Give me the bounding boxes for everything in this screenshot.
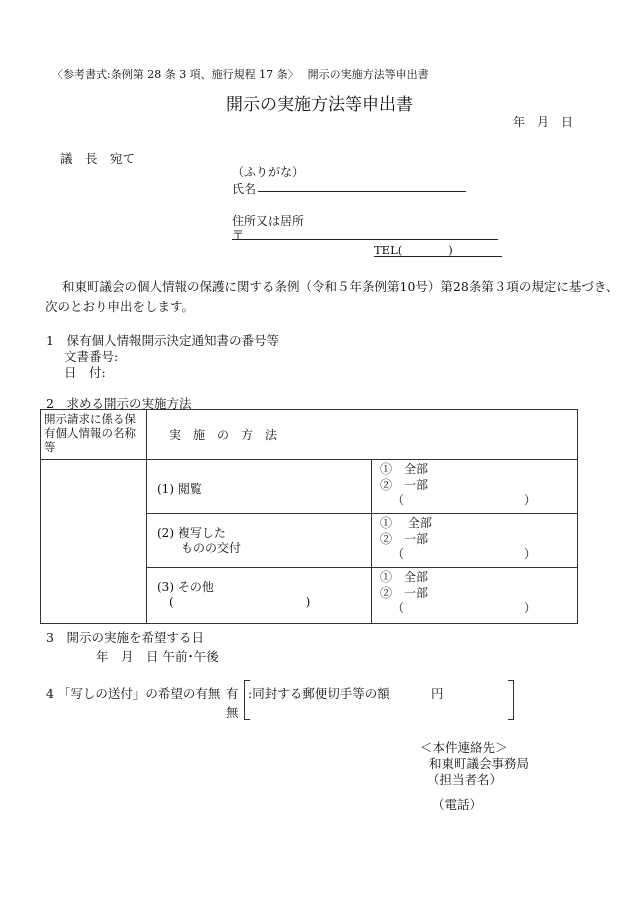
intro-line-1: 和東町議会の個人情報の保護に関する条例（令和５年条例第10号）第28条第３項の規定に基づき、 — [62, 279, 619, 294]
table-header-row — [41, 410, 578, 460]
option-partial[interactable]: ② 一部 — [380, 531, 429, 546]
address-label: 住所又は居所 — [232, 214, 305, 228]
section1-heading: 1 保有個人情報開示決定通知書の番号等 — [46, 333, 279, 348]
address-field-line[interactable] — [232, 239, 498, 240]
col-header-method: 実 施 の 方 法 — [147, 410, 578, 460]
date-line: 年 月 日 — [513, 115, 574, 129]
option-cell-other — [372, 568, 578, 624]
method-cell-other — [147, 568, 372, 624]
option-all[interactable]: ① 全部 — [380, 516, 432, 530]
name-label: 氏名 — [232, 182, 257, 196]
method-cell-copy — [147, 514, 372, 568]
section3-heading: 3 開示の実施を希望する日 — [46, 630, 204, 645]
preferred-date-value[interactable]: 年 月 日 午前･午後 — [96, 649, 219, 664]
section4-heading: 4 「写しの送付」の希望の有無 — [46, 686, 221, 701]
option-detail-parens[interactable]: （ ） — [392, 547, 537, 561]
tel-label: TEL( ) — [374, 243, 453, 257]
method-cell-view — [147, 460, 372, 514]
method-sublabel[interactable]: ( ) — [157, 595, 311, 609]
info-name-cell[interactable] — [41, 460, 147, 624]
contact-person: （担当者名） — [427, 772, 503, 787]
stamp-amount-label: :同封する郵便切手等の額 — [248, 686, 390, 701]
option-detail-parens[interactable]: （ ） — [392, 493, 537, 507]
col-header-info-name: 開示請求に係る保有個人情報の名称等 — [41, 410, 147, 460]
document-title: 開示の実施方法等申出書 — [226, 95, 413, 115]
contact-office: 和東町議会事務局 — [429, 756, 530, 771]
intro-line-2: 次のとおり申出をします。 — [45, 299, 195, 314]
method-label: (3) その他 — [157, 580, 214, 594]
option-no[interactable]: 無 — [226, 705, 239, 720]
name-field-line[interactable] — [258, 191, 466, 192]
tel-field-line[interactable] — [374, 256, 502, 257]
option-detail-parens[interactable]: （ ） — [392, 601, 537, 615]
contact-label: ＜本件連絡先＞ — [420, 740, 508, 755]
reference-note: 〈参考書式:条例第 28 条 3 項、施行規程 17 条〉 開示の実施方法等申出書 — [52, 68, 429, 81]
option-yes[interactable]: 有 — [226, 686, 239, 701]
doc-number-label: 文書番号: — [64, 349, 119, 364]
furigana-label: （ふりがな） — [232, 165, 305, 179]
option-all[interactable]: ① 全部 — [380, 462, 429, 476]
addressee: 議 長 宛て — [60, 151, 136, 166]
option-partial[interactable]: ② 一部 — [380, 585, 429, 600]
table-row — [41, 460, 578, 514]
option-cell-copy — [372, 514, 578, 568]
option-partial[interactable]: ② 一部 — [380, 477, 429, 492]
method-sublabel: ものの交付 — [157, 541, 242, 555]
method-label: (2) 複写した — [157, 526, 226, 540]
bracket-right — [508, 680, 514, 720]
contact-phone: （電話） — [432, 797, 483, 812]
option-all[interactable]: ① 全部 — [380, 570, 429, 584]
method-label: (1) 閲覧 — [157, 482, 202, 496]
yen-unit: 円 — [431, 686, 444, 701]
section2-heading: 2 求める開示の実施方法 — [46, 396, 192, 411]
option-cell-view — [372, 460, 578, 514]
method-table — [40, 409, 578, 624]
postal-mark: 〒 — [232, 228, 245, 242]
doc-date-label: 日 付: — [64, 365, 106, 380]
